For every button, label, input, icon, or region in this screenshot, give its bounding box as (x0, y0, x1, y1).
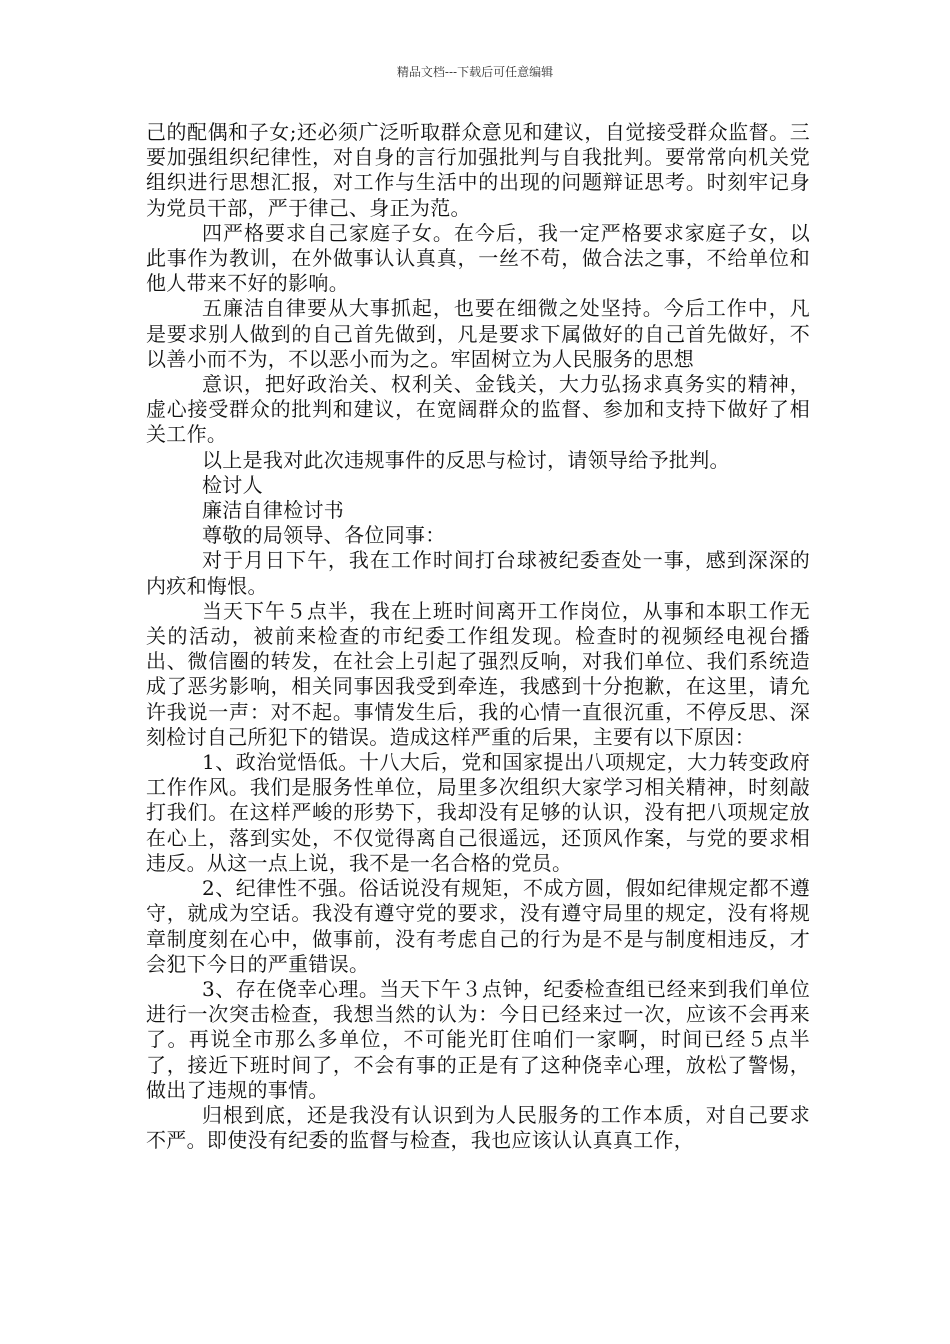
paragraph-11: 1、政治觉悟低。十八大后，党和国家提出八项规定，大力转变政府工作作风。我们是服务性单位，局里多次组织大家学习相关精神，时刻敲打我们。在这样严峻的形势下，我却没有足够的认识，没有把八项规定放在心上，落到实处，不仅觉得离自己很遥远，还顶风作案，与党的要求相违反。从这一点上说，我不是一名合格的党员。 (146, 750, 810, 875)
paragraph-14: 归根到底，还是我没有认识到为人民服务的工作本质，对自己要求不严。即使没有纪委的监督与检查，我也应该认认真真工作， (146, 1102, 810, 1153)
paragraph-5: 以上是我对此次违规事件的反思与检讨，请领导给予批判。 (202, 447, 730, 472)
paragraph-4: 意识，把好政治关、权利关、金钱关，大力弘扬求真务实的精神，虚心接受群众的批判和建议，在宽阔群众的监督、参加和支持下做好了相关工作。 (146, 372, 810, 447)
document-title: 廉洁自律检讨书 (202, 498, 345, 523)
paragraph-3: 五廉洁自律要从大事抓起，也要在细微之处坚持。今后工作中，凡是要求别人做到的自己首先做到，凡是要求下属做好的自己首先做好，不以善小而不为，不以恶小而为之。牢固树立为人民服务的思想 (146, 296, 810, 371)
page-header: 精品文档---下载后可任意编辑 (396, 65, 554, 79)
paragraph-10: 当天下午５点半，我在上班时间离开工作岗位，从事和本职工作无关的活动，被前来检查的市纪委工作组发现。检查时的视频经电视台播出、微信圈的转发，在社会上引起了强烈反响，对我们单位、我们系统造成了恶劣影响，相关同事因我受到牵连，我感到十分抱歉，在这里，请允许我说一声：对不起。事情发生后，我的心情一直很沉重，不停反思、深刻检讨自己所犯下的错误。造成这样严重的后果，主要有以下原因： (146, 598, 810, 749)
signature-label: 检讨人 (202, 472, 263, 497)
paragraph-2: 四严格要求自己家庭子女。在今后，我一定严格要求家庭子女，以此事作为教训，在外做事认认真真，一丝不苟，做合法之事，不给单位和他人带来不好的影响。 (146, 220, 810, 296)
paragraph-13: 3、存在侥幸心理。当天下午３点钟，纪委检查组已经来到我们单位进行一次突击检查，我想当然的认为：今日已经来过一次，应该不会再来了。再说全市那么多单位，不可能光盯住咱们一家啊，时间已经５点半了，接近下班时间了，不会有事的正是有了这种侥幸心理，放松了警惕，做出了违规的事情。 (146, 976, 810, 1102)
document-body (146, 120, 810, 1153)
paragraph-1: 己的配偶和子女;还必须广泛听取群众意见和建议，自觉接受群众监督。三要加强组织纪律性，对自身的言行加强批判与自我批判。要常常向机关党组织进行思想汇报，对工作与生活中的出现的问题辩证思考。时刻牢记身为党员干部，严于律己、身正为范。 (146, 120, 810, 220)
paragraph-12: 2、纪律性不强。俗话说没有规矩，不成方圆，假如纪律规定都不遵守，就成为空话。我没有遵守党的要求，没有遵守局里的规定，没有将规章制度刻在心中，做事前，没有考虑自己的行为是不是与制度相违反，才会犯下今日的严重错误。 (146, 876, 810, 976)
salutation: 尊敬的局领导、各位同事： (202, 523, 446, 548)
paragraph-9: 对于月日下午，我在工作时间打台球被纪委查处一事，感到深深的内疚和悔恨。 (146, 548, 810, 598)
